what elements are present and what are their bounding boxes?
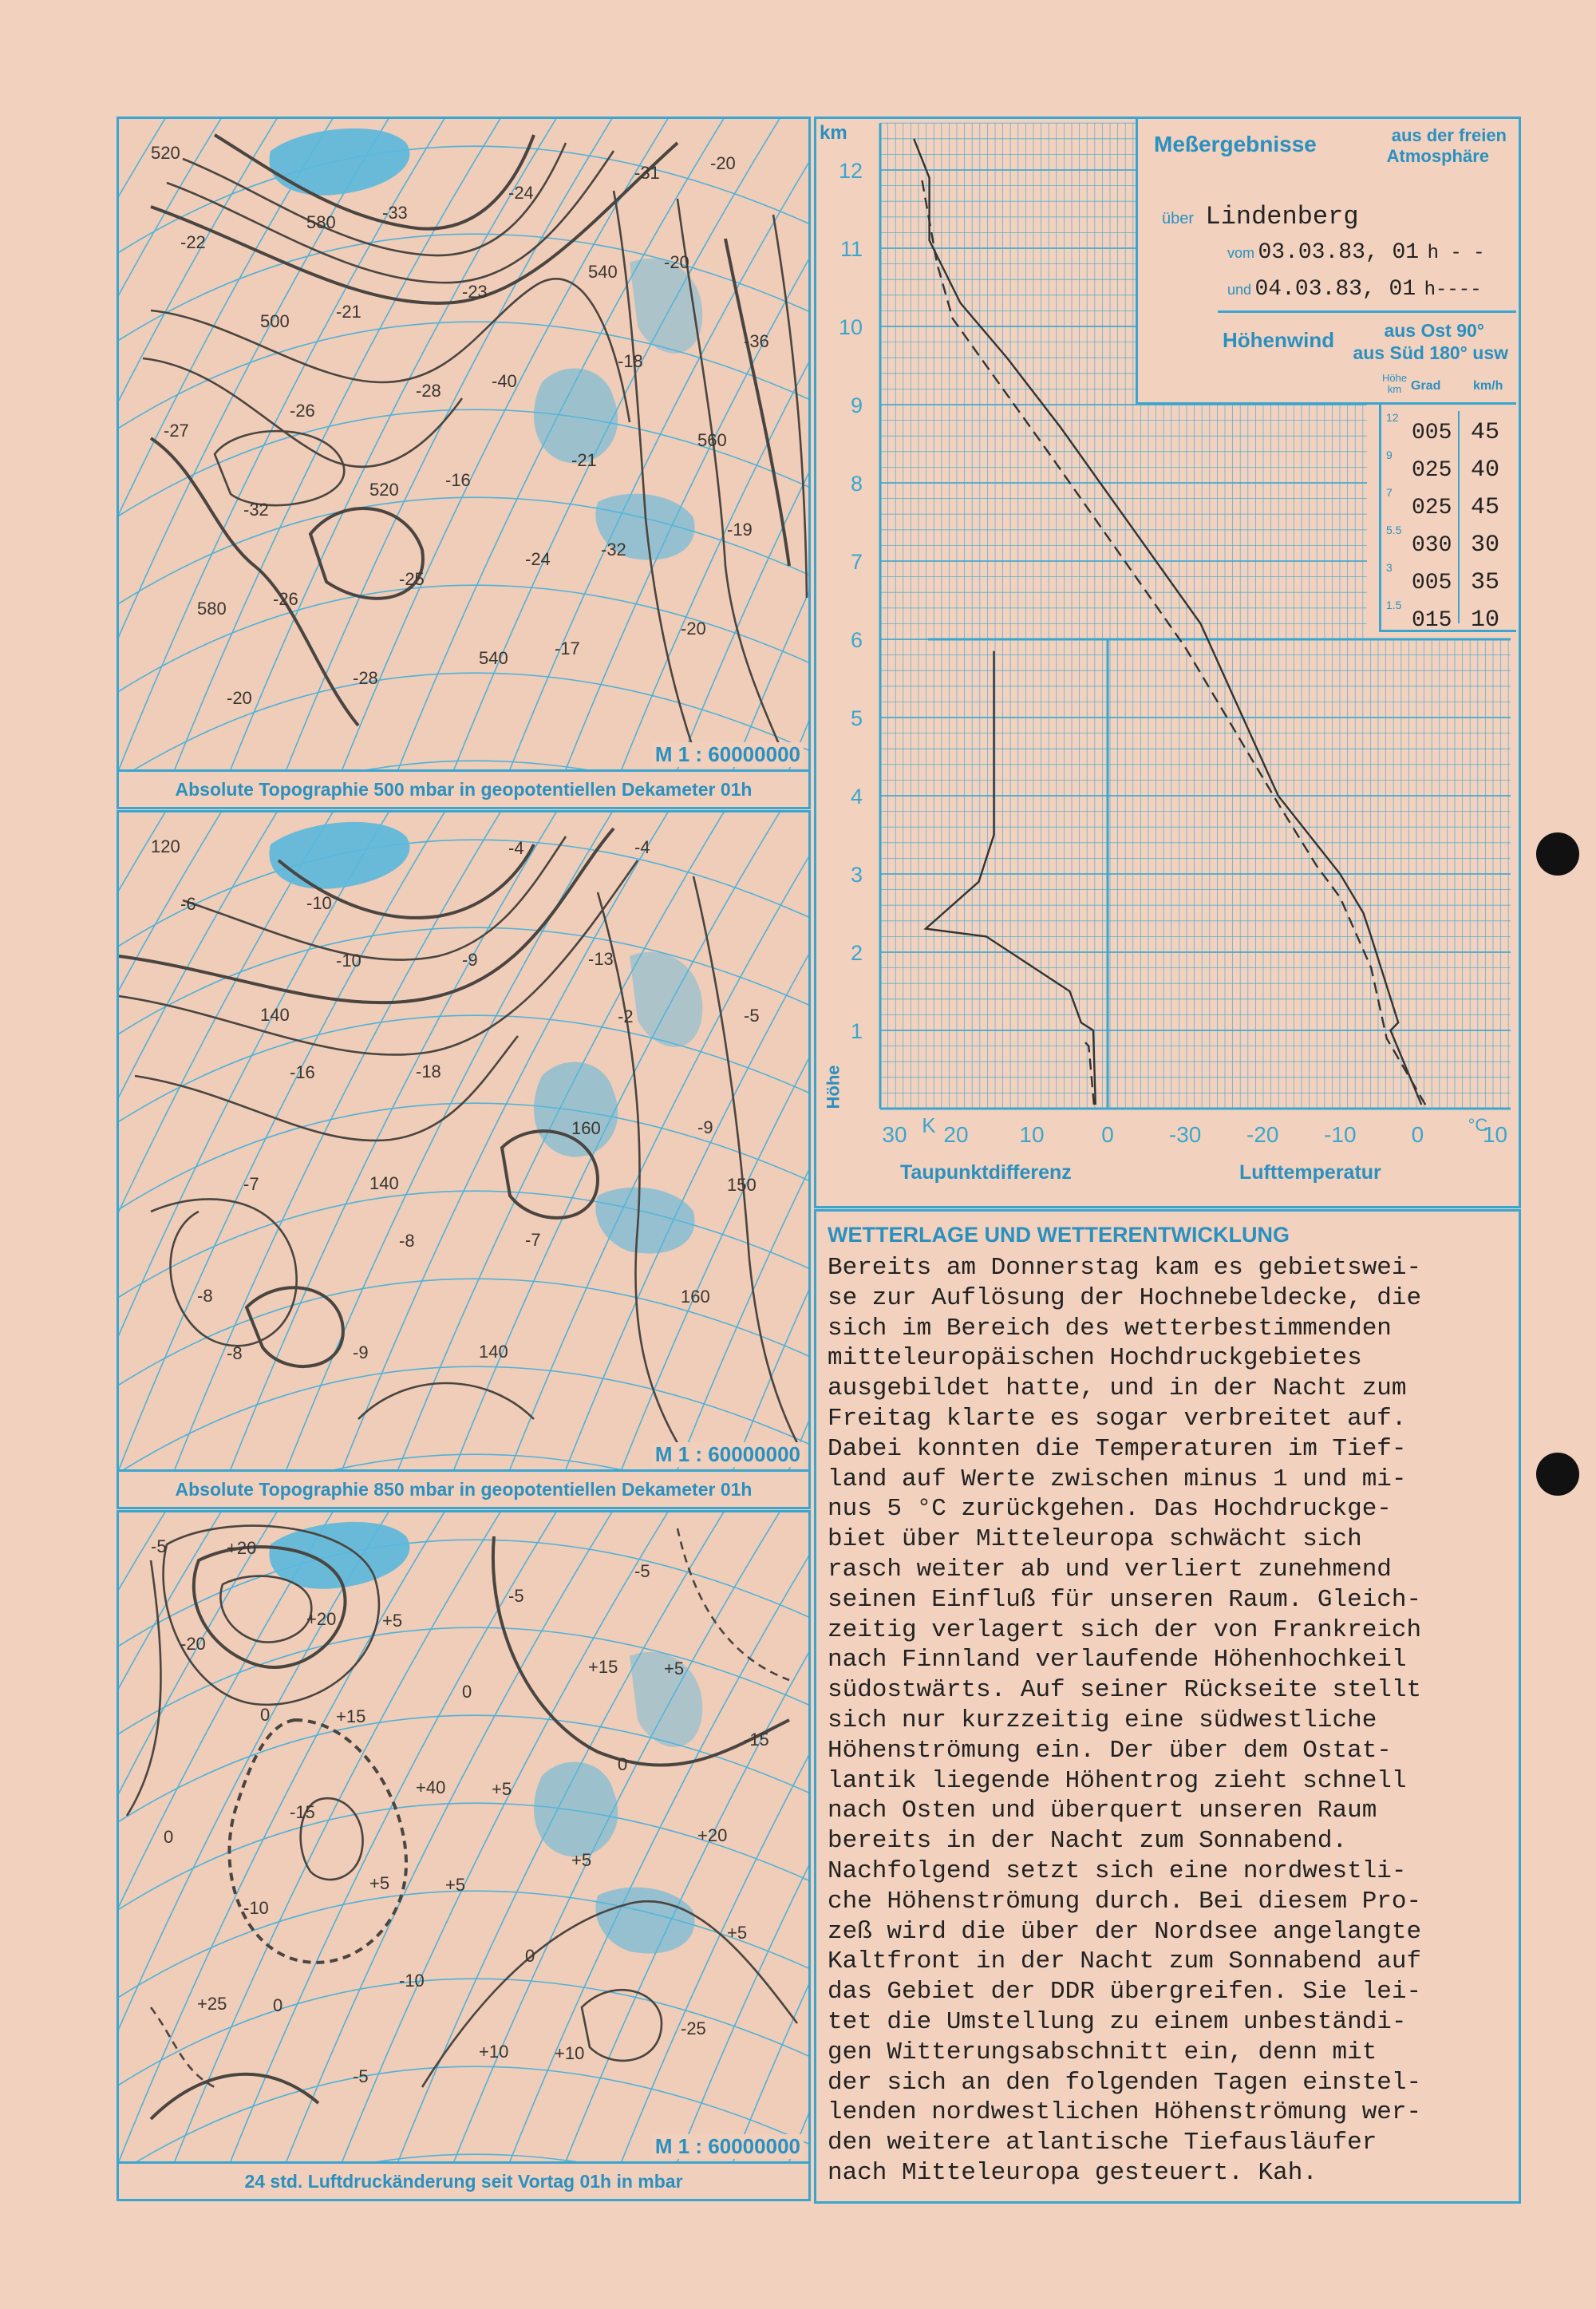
map-label: 500 — [260, 311, 290, 331]
map-label: -21 — [336, 302, 361, 322]
map-label: -23 — [462, 282, 488, 302]
map-label: +5 — [664, 1659, 685, 1678]
land-alps — [595, 1188, 694, 1254]
wind-row — [1381, 599, 1516, 636]
map-label: -17 — [555, 639, 580, 658]
map-scale: M 1 : 60000000 — [652, 2134, 804, 2159]
map-pressure-change-graphic — [119, 1512, 808, 2161]
wind-note-2: aus Süd 180° usw — [1353, 342, 1508, 363]
isoline — [220, 1576, 311, 1643]
article-line: nus 5 °C zurückgehen. Das Hochdruckge- — [828, 1495, 1392, 1524]
parallel — [119, 840, 808, 956]
isoline — [127, 1560, 160, 1816]
map-label: -32 — [243, 500, 269, 520]
map-label: +20 — [227, 1538, 257, 1558]
article-line: Bereits am Donnerstag kam es gebietswei- — [828, 1254, 1422, 1282]
map-caption: 24 std. Luftdruckänderung seit Vortag 01h in mbar — [119, 2161, 808, 2199]
map-label: 0 — [164, 1827, 174, 1847]
map-label: -22 — [180, 232, 206, 252]
map-label: +15 — [588, 1657, 618, 1677]
map-label: -16 — [290, 1062, 315, 1082]
article-line: land auf Werte zwischen minus 1 und mi- — [828, 1465, 1407, 1493]
isoline — [151, 1199, 297, 1346]
article-line: tet die Umstellung zu einem unbeständi- — [828, 2007, 1407, 2036]
wind-row-height: 9 — [1386, 449, 1393, 461]
map-label: -27 — [164, 421, 189, 441]
temp-tick-label: 10 — [1482, 1122, 1508, 1147]
map-label: -15 — [290, 1802, 315, 1822]
over-label: über — [1162, 210, 1195, 227]
map-label: -26 — [273, 589, 298, 609]
wind-row-height: 7 — [1386, 486, 1393, 499]
map-label: -32 — [601, 540, 626, 559]
station-row — [1162, 202, 1359, 231]
map-label: -24 — [508, 183, 534, 203]
map-label: -9 — [353, 1342, 369, 1362]
map-scale: M 1 : 60000000 — [652, 742, 804, 767]
land-europe — [534, 1762, 618, 1857]
wind-row-height: 5.5 — [1386, 524, 1402, 536]
map-label: +15 — [336, 1706, 366, 1726]
station-name: Lindenberg — [1205, 202, 1359, 231]
dewpoint-tick-label: 20 — [943, 1122, 969, 1147]
map-label: -10 — [306, 893, 332, 913]
land-europe — [534, 1062, 618, 1157]
map-label: 540 — [588, 262, 618, 282]
map-land — [269, 1522, 702, 1954]
article-line: se zur Auflösung der Hochnebeldecke, die — [828, 1283, 1422, 1312]
y-tick-label: 4 — [850, 785, 863, 809]
article-line: Höhenströmung ein. Der über dem Ostat- — [828, 1736, 1392, 1765]
map-label: -33 — [382, 203, 408, 223]
article-line: nach Finnland verlaufende Höhenhochkeil — [828, 1646, 1407, 1674]
series-line — [1081, 1038, 1094, 1105]
map-label: 580 — [306, 212, 336, 232]
wind-row — [1381, 411, 1516, 449]
map-label: -5 — [508, 1586, 524, 1606]
wind-table — [1379, 405, 1516, 632]
article-line: bereits in der Nacht zum Sonnabend. — [828, 1827, 1348, 1856]
map-label: -20 — [180, 1634, 206, 1654]
y-unit: km — [820, 122, 847, 144]
article-line: Nachfolgend setzt sich eine nordwestli- — [828, 1856, 1407, 1885]
map-label: -10 — [399, 1971, 425, 1991]
article-line: den weitere atlantische Tiefausläufer — [828, 2129, 1377, 2157]
map-label: -8 — [227, 1343, 243, 1363]
parallel — [119, 409, 808, 526]
article-line: seinen Einfluß für unseren Raum. Gleich- — [828, 1585, 1422, 1614]
map-label: +25 — [197, 1994, 227, 2014]
map-500mbar — [117, 117, 811, 809]
map-label: -4 — [508, 838, 524, 858]
temp-tick-label: -20 — [1246, 1122, 1279, 1147]
land-greenland — [269, 822, 409, 889]
map-pressure-change — [117, 1510, 811, 2201]
dewpoint-tick-label: 0 — [1101, 1122, 1114, 1147]
map-500mbar-graphic — [119, 119, 808, 769]
map-label: -10 — [243, 1898, 269, 1918]
map-label: -20 — [227, 688, 252, 708]
article-line: rasch weiter ab und verliert zunehmend — [828, 1555, 1392, 1583]
y-tick-label: 10 — [838, 315, 863, 339]
map-label: -24 — [525, 549, 551, 569]
y-tick-label: 6 — [850, 628, 863, 652]
article-line: che Höhenströmung durch. Bei diesem Pro- — [828, 1887, 1422, 1916]
map-label: -20 — [664, 252, 689, 272]
wind-head-height-2: km — [1387, 383, 1402, 395]
meridian — [119, 812, 286, 1469]
wind-row-height: 3 — [1386, 561, 1393, 574]
meridian — [119, 1512, 398, 2161]
map-label: +40 — [416, 1777, 446, 1797]
map-label: 560 — [697, 430, 727, 450]
map-label: 540 — [479, 648, 508, 668]
map-label: -9 — [462, 950, 478, 970]
article-line: Kaltfront in der Nacht zum Sonnabend auf — [828, 1947, 1422, 1976]
meridian — [789, 812, 808, 1469]
results-heading: Meßergebnisse — [1154, 132, 1317, 156]
article-line: südostwärts. Auf seiner Rückseite stellt — [828, 1676, 1422, 1705]
meridian — [342, 1512, 678, 2161]
to-value: 04.03.83, 01 — [1254, 277, 1416, 302]
meridian — [119, 1512, 231, 2161]
map-label: -28 — [416, 381, 441, 401]
map-label: -5 — [151, 1536, 167, 1556]
map-label: +10 — [479, 2042, 509, 2062]
isoline — [725, 239, 789, 566]
temp-tick-label: -30 — [1168, 1122, 1202, 1147]
y-tick-label: 12 — [838, 159, 863, 183]
wind-row-speed: 40 — [1471, 457, 1500, 484]
to-suffix: h---- — [1424, 279, 1482, 301]
map-label: -9 — [697, 1117, 713, 1137]
isoline — [693, 876, 797, 1443]
wind-row-speed: 45 — [1471, 494, 1500, 521]
map-label: -7 — [243, 1174, 259, 1194]
parallel — [119, 1803, 808, 1920]
parallel — [119, 497, 808, 614]
map-label: -36 — [744, 331, 769, 351]
temperature-axis-label: Lufttemperatur — [1239, 1161, 1381, 1184]
map-label: 0 — [462, 1682, 472, 1702]
dewpoint-tick-label: 30 — [882, 1122, 907, 1147]
y-tick-label: 3 — [850, 863, 863, 887]
isoline — [215, 431, 344, 505]
map-label: -5 — [744, 1006, 760, 1026]
map-label: -5 — [634, 1561, 650, 1581]
radiosonde-diagram — [814, 117, 1521, 1208]
map-label: 520 — [151, 143, 180, 163]
article-line: das Gebiet der DDR übergreifen. Sie lei- — [828, 1978, 1422, 2007]
article-line: der sich an den folgenden Tagen einstel- — [828, 2068, 1422, 2097]
temp-tick-label: -10 — [1324, 1122, 1357, 1147]
isoline — [135, 1036, 518, 1141]
wind-head-height — [1382, 373, 1407, 395]
map-label: -26 — [290, 401, 315, 421]
wind-row-direction: 025 — [1412, 458, 1452, 483]
map-label: -10 — [336, 951, 361, 971]
article-line: nach Osten und überquert unseren Raum — [828, 1797, 1377, 1825]
map-label: -25 — [399, 569, 425, 589]
map-850mbar-graphic — [119, 812, 808, 1469]
map-label: -20 — [710, 153, 736, 173]
map-land — [269, 822, 702, 1254]
meridian — [678, 812, 808, 1469]
dewpoint-axis-label: Taupunktdifferenz — [900, 1161, 1072, 1184]
map-label: -19 — [727, 520, 753, 540]
to-label: und — [1227, 282, 1252, 298]
article-line: Dabei konnten die Temperaturen im Tief- — [828, 1434, 1407, 1463]
wind-head-height-1: Höhe — [1382, 372, 1408, 384]
map-caption: Absolute Topographie 500 mbar in geopotentiellen Dekameter 01h — [119, 769, 808, 807]
wind-head-grad: Grad — [1411, 379, 1441, 393]
article-line: gen Witterungsabschnitt ein, denn mit — [828, 2038, 1377, 2066]
map-label: 160 — [571, 1118, 601, 1138]
wind-row-height: 1.5 — [1386, 599, 1402, 611]
map-label: 120 — [151, 836, 180, 856]
wind-note-1: aus Ost 90° — [1384, 320, 1484, 341]
map-label: 0 — [260, 1705, 271, 1725]
meridian — [119, 1512, 286, 2161]
map-label: +5 — [727, 1923, 748, 1943]
wind-row-direction: 030 — [1412, 533, 1452, 558]
map-label: -2 — [618, 1006, 634, 1026]
y-tick-label: 11 — [839, 237, 863, 261]
results-box — [1136, 119, 1516, 405]
isoline — [151, 2007, 215, 2087]
map-label: +5 — [445, 1875, 466, 1895]
article-line: biet über Mitteleuropa schwächt sich — [828, 1525, 1362, 1554]
parallel — [119, 1891, 808, 2007]
map-label: -21 — [571, 450, 597, 470]
map-label: +5 — [492, 1779, 512, 1799]
map-label: -8 — [399, 1231, 415, 1251]
meridian — [454, 1512, 789, 2161]
map-label: 580 — [197, 599, 227, 619]
land-europe — [534, 369, 618, 464]
wind-row — [1381, 524, 1516, 561]
meridian — [454, 119, 789, 769]
map-isolines — [119, 828, 797, 1443]
map-label: +20 — [697, 1825, 728, 1845]
land-alps — [595, 1888, 694, 1954]
map-label: +5 — [571, 1850, 592, 1870]
from-label: vom — [1227, 245, 1255, 261]
map-label: -28 — [353, 668, 378, 688]
y-tick-label: 8 — [850, 472, 863, 496]
isoline — [678, 199, 781, 749]
map-label: 140 — [369, 1173, 399, 1193]
map-label: -8 — [197, 1286, 213, 1306]
map-label: -20 — [681, 619, 706, 639]
article-line: sich nur kurzzeitig eine südwestliche — [828, 1706, 1377, 1734]
weather-text-section — [814, 1209, 1521, 2204]
punch-hole-bottom — [1536, 1453, 1579, 1496]
meridian — [622, 812, 808, 1469]
map-labels — [151, 836, 760, 1363]
land-greenland — [269, 128, 409, 196]
map-label: +10 — [555, 2043, 585, 2063]
article-title: WETTERLAGE UND WETTERENTWICKLUNG — [828, 1223, 1290, 1247]
article-line: zeß wird die über der Nordsee angelangte — [828, 1917, 1422, 1946]
map-label: 0 — [618, 1754, 628, 1774]
y-tick-label: 5 — [850, 706, 863, 730]
y-tick-label: 7 — [850, 550, 863, 574]
map-label: -16 — [445, 470, 471, 490]
from-value: 03.03.83, 01 — [1258, 240, 1420, 265]
meridian — [119, 812, 175, 1469]
temp-tick-label: 0 — [1411, 1122, 1424, 1147]
y-tick-label: 2 — [850, 941, 863, 965]
wind-row-direction: 005 — [1412, 421, 1452, 445]
isoline — [151, 2074, 318, 2119]
results-note-2: Atmosphäre — [1386, 146, 1489, 166]
map-label: 0 — [525, 1946, 535, 1966]
article-line: mitteleuropäischen Hochdruckgebietes — [828, 1344, 1362, 1373]
dewpoint-tick-label: 10 — [1019, 1122, 1045, 1147]
y-tick-label: 1 — [850, 1019, 863, 1043]
parallel — [119, 927, 808, 1044]
article-line: ausgebildet hatte, und in der Nacht zum — [828, 1374, 1407, 1403]
map-label: 140 — [479, 1342, 508, 1362]
map-label: 150 — [727, 1175, 757, 1195]
wind-row-height: 12 — [1386, 411, 1399, 424]
article-line: lenden nordwestlichen Höhenströmung wer- — [828, 2098, 1422, 2127]
map-land — [269, 128, 702, 560]
article-line: lantik liegende Höhentrog zieht schnell — [828, 1766, 1407, 1795]
map-850mbar — [117, 810, 811, 1509]
isoline — [358, 1383, 534, 1419]
map-label: -18 — [416, 1062, 441, 1081]
article-body — [828, 1253, 1503, 2188]
wind-row-direction: 015 — [1412, 608, 1452, 633]
map-scale: M 1 : 60000000 — [652, 1442, 804, 1467]
date-row-1 — [1227, 240, 1485, 265]
map-caption: Absolute Topographie 850 mbar in geopotentiellen Dekameter 01h — [119, 1469, 808, 1507]
results-note-1: aus der freien — [1391, 125, 1507, 145]
y-axis-title: Höhe — [823, 1065, 843, 1109]
wind-head-kmh: km/h — [1473, 379, 1503, 393]
map-label: -15 — [744, 1730, 769, 1750]
map-labels — [151, 1536, 769, 2086]
temp-unit: °C — [1468, 1115, 1488, 1135]
meridian — [175, 1512, 510, 2161]
y-tick-label: 9 — [850, 393, 863, 417]
map-label: -31 — [634, 163, 660, 183]
article-line: nach Mitteleuropa gesteuert. Kah. — [828, 2158, 1317, 2187]
meridian — [733, 812, 808, 1469]
article-line: sich im Bereich des wetterbestimmenden — [828, 1314, 1392, 1342]
wind-title: Höhenwind — [1223, 328, 1335, 352]
map-label: -6 — [180, 894, 196, 914]
map-label: -7 — [525, 1230, 541, 1250]
wind-row — [1381, 449, 1516, 486]
map-label: -40 — [492, 371, 517, 391]
map-label: 160 — [681, 1287, 710, 1307]
meridian — [119, 119, 286, 769]
map-label: +5 — [369, 1873, 390, 1893]
map-label: 520 — [369, 480, 399, 500]
map-label: -13 — [588, 949, 614, 969]
dewpoint-unit: K — [922, 1113, 936, 1137]
land-scandinavia — [630, 952, 702, 1047]
map-label: +5 — [382, 1611, 403, 1631]
wind-row-direction: 005 — [1412, 571, 1452, 595]
article-line: Freitag klarte es sogar verbreitet auf. — [828, 1404, 1407, 1433]
map-label: 140 — [260, 1005, 290, 1025]
map-label: -25 — [681, 2018, 706, 2038]
article-line: zeitig verlagert sich der von Frankreich — [828, 1615, 1422, 1644]
wind-row — [1381, 486, 1516, 524]
map-label: +20 — [306, 1609, 337, 1629]
map-label: -18 — [618, 351, 643, 371]
wind-row — [1381, 561, 1516, 599]
map-label: -5 — [353, 2066, 369, 2086]
wind-row-direction: 025 — [1412, 496, 1452, 520]
meridian — [733, 119, 808, 769]
date-row-2 — [1227, 277, 1482, 302]
meridian — [119, 119, 175, 769]
punch-hole-top — [1536, 832, 1579, 876]
wind-row-speed: 45 — [1471, 419, 1500, 446]
wind-row-speed: 30 — [1471, 532, 1500, 559]
map-label: -4 — [634, 837, 650, 857]
wind-divider — [1218, 310, 1516, 313]
wind-row-speed: 35 — [1471, 569, 1500, 596]
wind-row-speed: 10 — [1471, 607, 1500, 634]
land-scandinavia — [630, 259, 702, 354]
from-suffix: h - - — [1427, 243, 1485, 264]
meridian — [231, 1512, 566, 2161]
meridian — [733, 1512, 808, 2161]
map-label: 0 — [273, 1995, 283, 2015]
